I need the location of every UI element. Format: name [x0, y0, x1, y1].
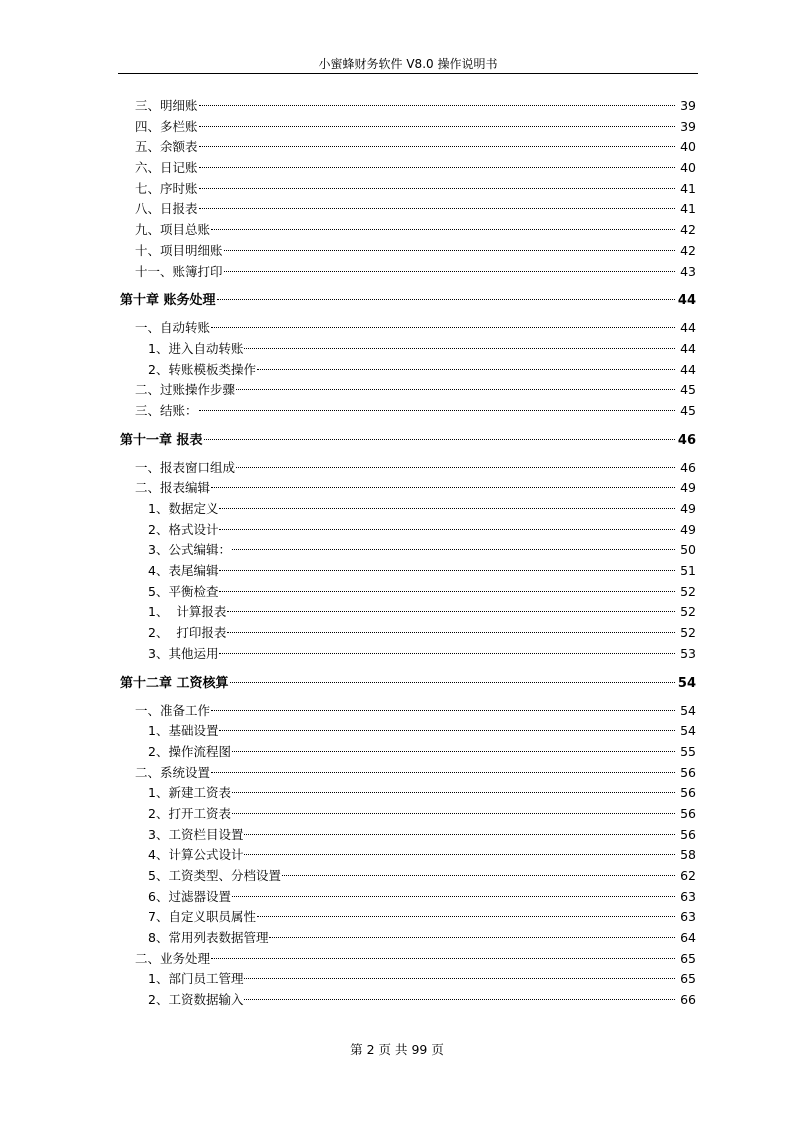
toc-entry-label: 第十二章 工资核算	[120, 675, 229, 691]
dot-leader	[227, 611, 675, 612]
dot-leader	[244, 854, 675, 855]
toc-entry-label: 一、自动转账	[135, 320, 211, 336]
toc-page-number: 42	[680, 242, 696, 258]
dot-leader	[232, 813, 675, 814]
toc-entry-label: 一、准备工作	[135, 702, 211, 718]
toc-entry[interactable]	[148, 845, 696, 866]
toc-page-number: 63	[680, 888, 696, 904]
toc-entry-label: 6、过滤器设置	[148, 888, 231, 904]
dot-leader	[224, 250, 675, 251]
dot-leader	[199, 208, 675, 209]
toc-page-number: 44	[680, 340, 696, 356]
dot-leader	[219, 570, 675, 571]
toc-entry-label: 3、公式编辑：	[148, 542, 231, 558]
dot-leader	[244, 834, 675, 835]
toc-entry[interactable]	[135, 220, 696, 241]
toc-entry[interactable]	[148, 866, 696, 887]
toc-entry-label: 2、操作流程图	[148, 743, 231, 759]
toc-entry-label: 2、工资数据输入	[148, 992, 244, 1008]
toc-page-number: 65	[680, 971, 696, 987]
toc-entry[interactable]	[148, 783, 696, 804]
toc-page-number: 39	[680, 118, 696, 134]
toc-entry[interactable]	[148, 928, 696, 949]
toc-entry-label: 2、转账模板类操作	[148, 361, 256, 377]
dot-leader	[232, 792, 675, 793]
toc-entry[interactable]	[135, 701, 696, 722]
toc-entry-label: 八、日报表	[135, 201, 198, 217]
toc-page-number: 64	[680, 930, 696, 946]
toc-entry-label: 第十章 账务处理	[120, 293, 216, 309]
toc-page-number: 41	[680, 180, 696, 196]
toc-entry-label: 1、基础设置	[148, 723, 219, 739]
toc-entry-label: 十一、账簿打印	[135, 263, 223, 279]
toc-page-number: 44	[680, 320, 696, 336]
toc-page-number: 44	[680, 361, 696, 377]
toc-entry[interactable]	[135, 137, 696, 158]
page-header: 小蜜蜂财务软件 V8.0 操作说明书	[318, 57, 498, 71]
page-footer: 第 2 页 共 99 页	[350, 1042, 444, 1057]
toc-chapter[interactable]	[120, 290, 696, 312]
toc-entry[interactable]	[148, 602, 696, 623]
toc-entry-label: 2、打开工资表	[148, 805, 231, 821]
toc-entry-label: 四、多栏账	[135, 118, 198, 134]
toc-page-number: 58	[680, 847, 696, 863]
toc-entry-label: 二、业务处理	[135, 950, 211, 966]
toc-page-number: 50	[680, 542, 696, 558]
dot-leader	[227, 632, 675, 633]
dot-leader	[219, 508, 675, 509]
toc-page-number: 43	[680, 263, 696, 279]
toc-entry[interactable]	[148, 360, 696, 381]
toc-page-number: 44	[677, 293, 696, 309]
toc-entry[interactable]	[135, 241, 696, 262]
dot-leader	[211, 772, 675, 773]
toc-entry-label: 1、新建工资表	[148, 785, 231, 801]
toc-entry[interactable]	[148, 520, 696, 541]
toc-page-number: 63	[680, 909, 696, 925]
dot-leader	[230, 682, 675, 683]
toc-entry-label: 1、部门员工管理	[148, 971, 244, 987]
dot-leader	[199, 126, 675, 127]
toc-page-number: 56	[680, 805, 696, 821]
dot-leader	[244, 978, 675, 979]
dot-leader	[232, 751, 675, 752]
toc-page-number: 54	[677, 675, 696, 691]
dot-leader	[199, 410, 675, 411]
toc-entry-label: 8、常用列表数据管理	[148, 930, 269, 946]
dot-leader	[211, 958, 675, 959]
toc-page-number: 65	[680, 950, 696, 966]
toc-page-number: 49	[680, 501, 696, 516]
toc-entry-label: 九、项目总账	[135, 222, 211, 238]
dot-leader	[211, 229, 675, 230]
toc-entry-label: 3、其他运用	[148, 645, 219, 661]
toc-page-number: 52	[680, 625, 696, 641]
dot-leader	[224, 271, 675, 272]
dot-leader	[232, 896, 675, 897]
toc-entry-label: 1、进入自动转账	[148, 340, 244, 356]
toc-entry-label: 二、过账操作步骤	[135, 382, 236, 398]
toc-page-number: 45	[680, 382, 696, 398]
dot-leader	[211, 710, 675, 711]
toc-entry-label: 第十一章 报表	[120, 432, 203, 448]
toc-entry[interactable]	[135, 380, 696, 401]
dot-leader	[219, 529, 675, 530]
header-divider	[118, 73, 698, 74]
toc-entry-label: 1、数据定义	[148, 501, 219, 516]
dot-leader	[257, 916, 675, 917]
toc-entry-label: 六、日记账	[135, 160, 198, 176]
toc-entry[interactable]	[135, 158, 696, 179]
toc-entry[interactable]	[135, 179, 696, 200]
dot-leader	[219, 653, 675, 654]
toc-page-number: 54	[680, 723, 696, 739]
dot-leader	[199, 146, 675, 147]
toc-page-number: 39	[680, 98, 696, 113]
toc-page-number: 52	[680, 604, 696, 620]
toc-entry-label: 二、系统设置	[135, 764, 211, 780]
toc-entry[interactable]	[135, 458, 696, 479]
toc-entry-label: 五、余额表	[135, 139, 198, 155]
toc-entry[interactable]	[148, 644, 696, 665]
toc-page-number: 46	[677, 432, 696, 448]
toc-chapter[interactable]	[120, 673, 696, 695]
table-of-contents	[0, 96, 794, 1011]
toc-page-number: 45	[680, 402, 696, 418]
toc-entry-label: 2、格式设计	[148, 521, 219, 537]
toc-entry[interactable]	[135, 262, 696, 283]
toc-page-number: 40	[680, 139, 696, 155]
dot-leader	[204, 439, 675, 440]
dot-leader	[236, 389, 675, 390]
toc-page-number: 56	[680, 764, 696, 780]
toc-entry[interactable]	[135, 401, 696, 422]
dot-leader	[244, 348, 675, 349]
toc-entry[interactable]	[148, 907, 696, 928]
toc-entry-label: 4、计算公式设计	[148, 847, 244, 863]
toc-entry[interactable]	[148, 582, 696, 603]
toc-entry-label: 2、 打印报表	[148, 625, 227, 641]
toc-entry[interactable]	[148, 721, 696, 742]
toc-entry-label: 十、项目明细账	[135, 242, 223, 258]
toc-page-number: 49	[680, 480, 696, 496]
toc-page-number: 49	[680, 521, 696, 537]
toc-page-number: 46	[680, 459, 696, 475]
toc-entry-label: 三、结账：	[135, 402, 198, 418]
toc-entry[interactable]	[148, 623, 696, 644]
toc-page-number: 56	[680, 785, 696, 801]
toc-page-number: 55	[680, 743, 696, 759]
dot-leader	[282, 875, 675, 876]
toc-page-number: 56	[680, 826, 696, 842]
toc-entry[interactable]	[135, 117, 696, 138]
toc-chapter[interactable]	[120, 430, 696, 452]
toc-entry[interactable]	[135, 96, 696, 117]
dot-leader	[199, 167, 675, 168]
toc-entry[interactable]	[148, 561, 696, 582]
toc-page-number: 41	[680, 201, 696, 217]
dot-leader	[232, 549, 675, 550]
toc-entry-label: 三、明细账	[135, 98, 198, 113]
toc-page-number: 62	[680, 868, 696, 883]
dot-leader	[211, 487, 675, 488]
dot-leader	[219, 730, 675, 731]
toc-entry[interactable]	[135, 318, 696, 339]
toc-entry[interactable]	[148, 499, 696, 520]
toc-entry-label: 一、报表窗口组成	[135, 459, 236, 475]
toc-entry-label: 5、平衡检查	[148, 583, 219, 599]
toc-entry-label: 5、工资类型、分档设置	[148, 868, 281, 883]
toc-entry[interactable]	[148, 540, 696, 561]
dot-leader	[217, 299, 675, 300]
toc-entry-label: 七、序时账	[135, 180, 198, 196]
toc-page-number: 54	[680, 702, 696, 718]
toc-entry-label: 3、工资栏目设置	[148, 826, 244, 842]
dot-leader	[219, 591, 675, 592]
dot-leader	[199, 188, 675, 189]
toc-entry-label: 4、表尾编辑	[148, 563, 219, 579]
toc-entry-label: 7、自定义职员属性	[148, 909, 256, 925]
dot-leader	[269, 937, 675, 938]
toc-entry-label: 二、报表编辑	[135, 480, 211, 496]
dot-leader	[211, 327, 675, 328]
toc-entry[interactable]	[148, 969, 696, 990]
toc-entry[interactable]	[148, 804, 696, 825]
dot-leader	[236, 467, 675, 468]
toc-page-number: 53	[680, 645, 696, 661]
toc-entry[interactable]	[148, 887, 696, 908]
toc-entry[interactable]	[148, 825, 696, 846]
toc-page-number: 66	[680, 992, 696, 1008]
toc-page-number: 40	[680, 160, 696, 176]
toc-entry[interactable]	[148, 742, 696, 763]
toc-entry[interactable]	[135, 199, 696, 220]
dot-leader	[199, 105, 675, 106]
toc-entry[interactable]	[148, 339, 696, 360]
toc-page-number: 42	[680, 222, 696, 238]
toc-entry[interactable]	[135, 763, 696, 784]
dot-leader	[257, 369, 675, 370]
dot-leader	[244, 999, 675, 1000]
toc-entry[interactable]	[148, 990, 696, 1011]
toc-entry[interactable]	[135, 949, 696, 970]
toc-page-number: 51	[680, 563, 696, 579]
toc-entry[interactable]	[135, 478, 696, 499]
toc-entry-label: 1、 计算报表	[148, 604, 227, 620]
toc-page-number: 52	[680, 583, 696, 599]
